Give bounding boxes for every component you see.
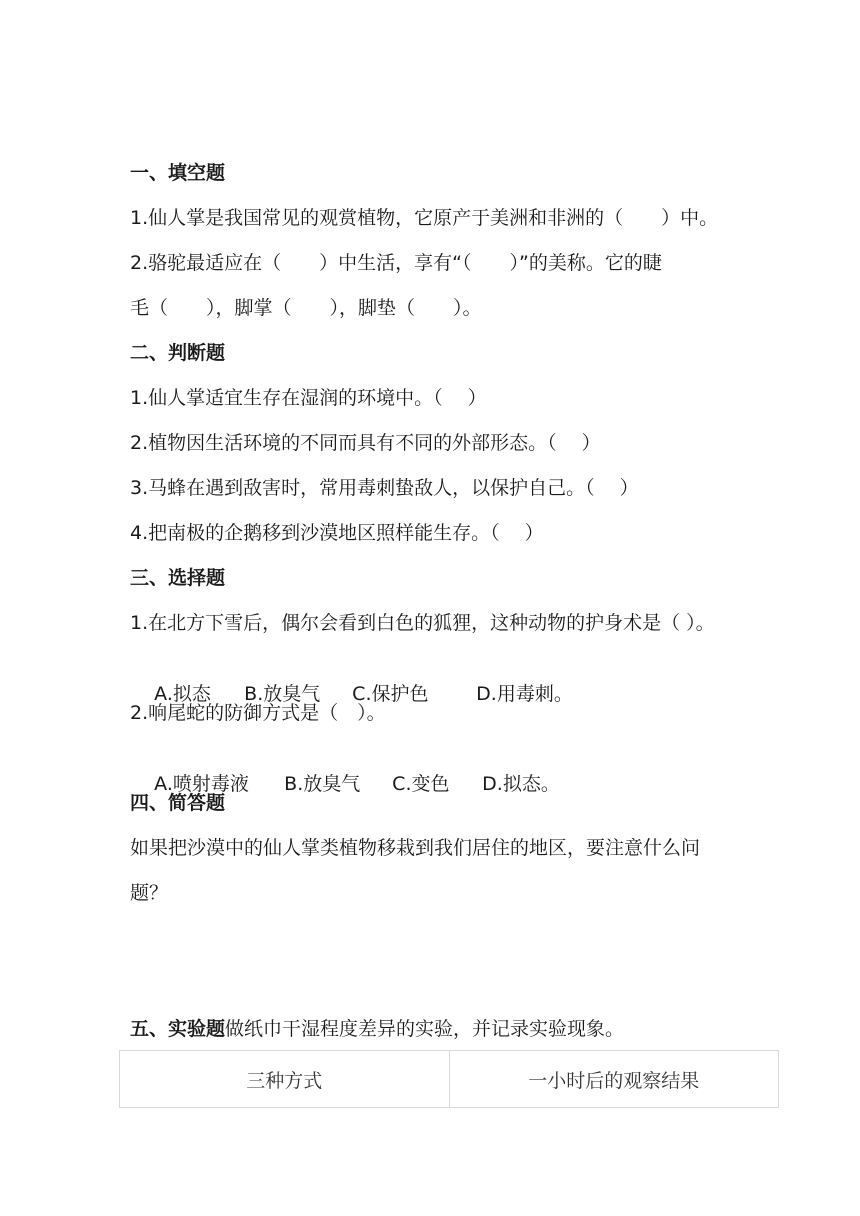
question-choice-2: 2.响尾蛇的防御方式是（ ）。 (130, 702, 386, 724)
experiment-intro: 做纸巾干湿程度差异的实验，并记录实验现象。 (225, 1018, 625, 1040)
question-judge-2: 2.植物因生活环境的不同而具有不同的外部形态。（ ） (130, 432, 601, 454)
option-c: C.变色 (392, 773, 450, 795)
option-c: C.保护色 (352, 683, 429, 705)
option-d: D.拟态。 (482, 773, 560, 795)
section-heading-judgement: 二、判断题 (130, 342, 226, 364)
table-header-results: 一小时后的观察结果 (449, 1051, 779, 1108)
option-a: A.拟态 (154, 683, 211, 705)
section-heading-choice: 三、选择题 (130, 567, 226, 589)
question-judge-4: 4.把南极的企鹅移到沙漠地区照样能生存。（ ） (130, 522, 544, 544)
question-judge-3: 3.马蜂在遇到敌害时，常用毒刺蛰敌人，以保护自己。（ ） (130, 477, 639, 499)
section-heading-experiment: 五、实验题 (130, 1018, 226, 1040)
question-fill-2-line2: 毛（ ），脚掌（ ），脚垫（ ）。 (130, 297, 482, 319)
question-fill-2-line1: 2.骆驼最适应在（ ）中生活，享有“（ ）”的美称。它的睫 (130, 252, 662, 274)
question-short-1-line2: 题？ (130, 882, 169, 904)
section-heading-fill-in: 一、填空题 (130, 162, 226, 184)
question-choice-1: 1.在北方下雪后，偶尔会看到白色的狐狸，这种动物的护身术是（ ）。 (130, 612, 715, 634)
option-b: B.放臭气 (284, 773, 361, 795)
question-short-1-line1: 如果把沙漠中的仙人掌类植物移栽到我们居住的地区，要注意什么问 (130, 837, 701, 859)
section-heading-short-answer: 四、简答题 (130, 792, 226, 814)
option-a: A.喷射毒液 (154, 773, 249, 795)
section-experiment (130, 1016, 624, 1042)
question-judge-1: 1.仙人掌适宜生存在湿润的环境中。（ ） (130, 387, 487, 409)
option-d: D.用毒刺。 (476, 683, 573, 705)
table-row (120, 1051, 779, 1108)
experiment-table (119, 1050, 779, 1108)
option-b: B.放臭气 (244, 683, 321, 705)
question-fill-1: 1.仙人掌是我国常见的观赏植物，它原产于美洲和非洲的（ ）中。 (130, 207, 719, 229)
table-header-methods: 三种方式 (120, 1051, 450, 1108)
